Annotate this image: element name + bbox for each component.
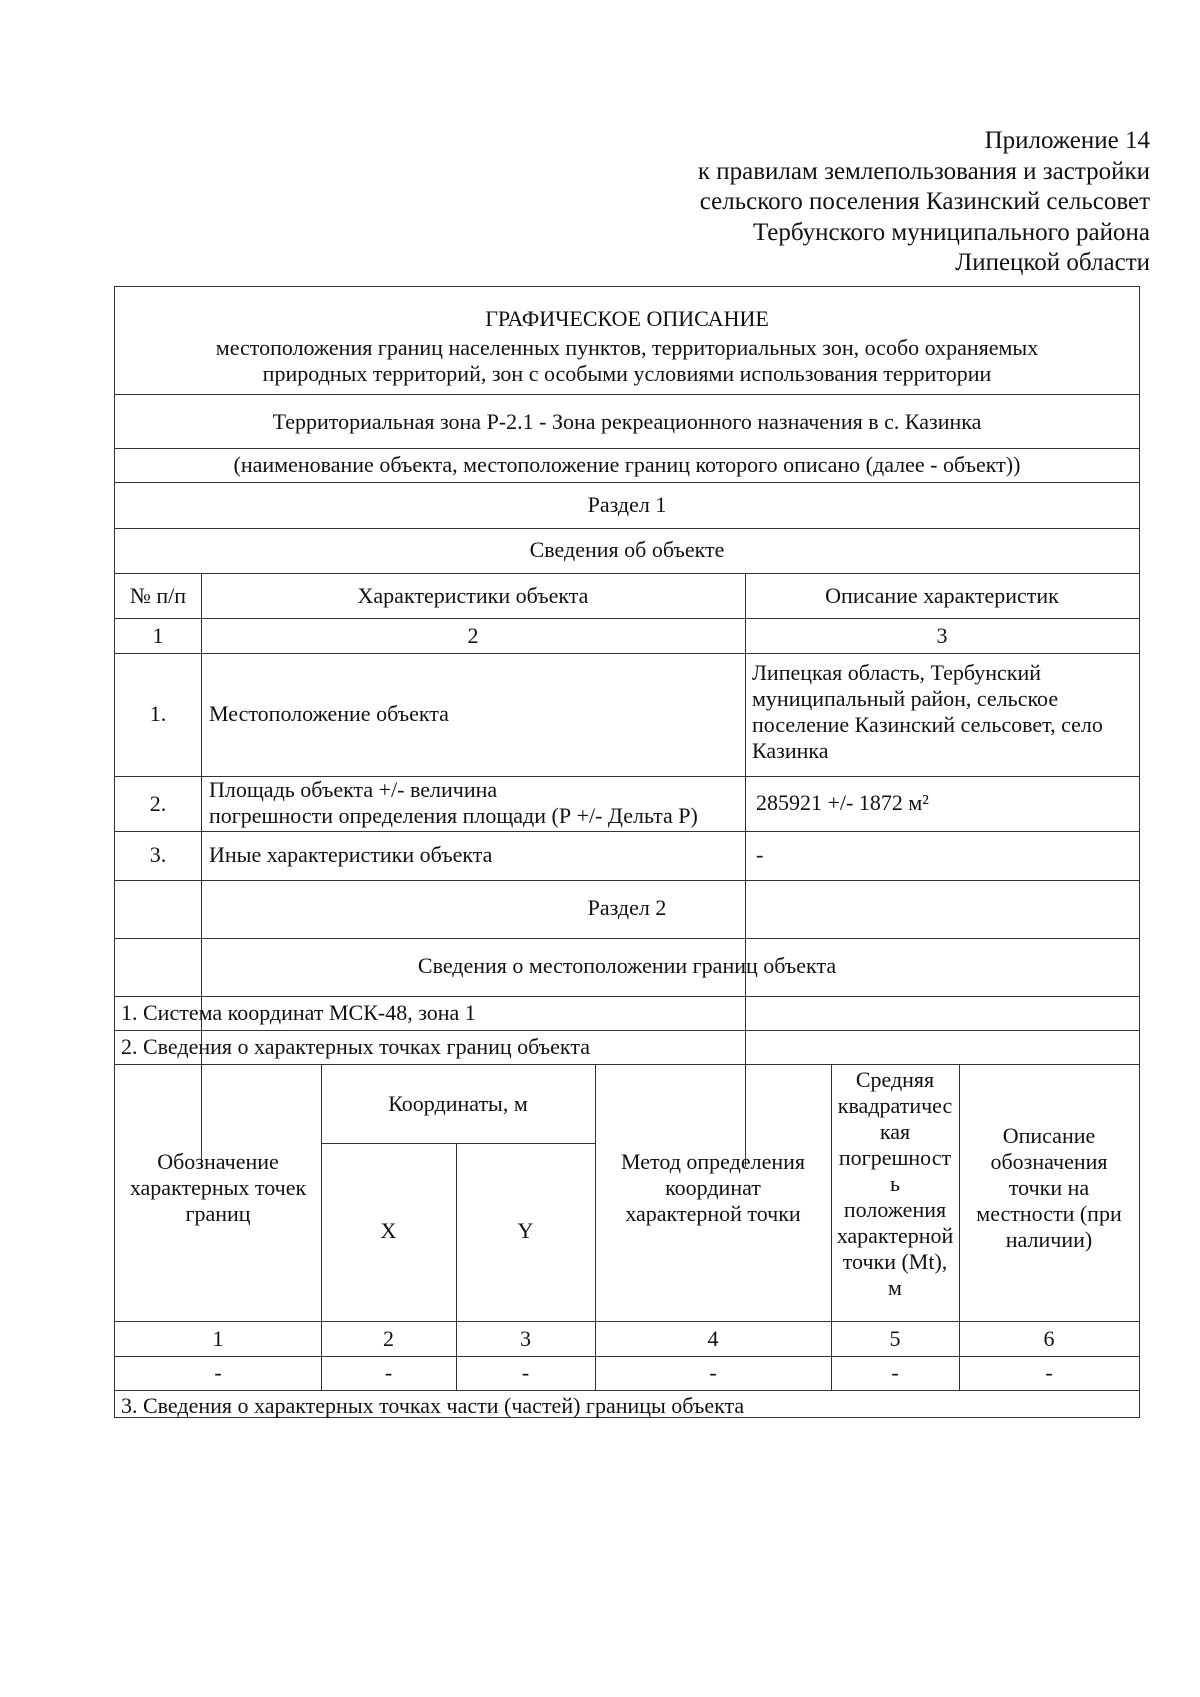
row-num: 1. bbox=[149, 701, 167, 726]
col-divider bbox=[745, 573, 746, 1167]
section1-subtitle: Сведения об объекте bbox=[529, 537, 725, 562]
header-coordinates: Координаты, м bbox=[388, 1091, 528, 1116]
header-error-line: квадратичес bbox=[837, 1093, 953, 1118]
header-line: Липецкой области bbox=[955, 249, 1150, 276]
section2-title: Раздел 2 bbox=[587, 895, 667, 920]
header-line: сельского поселения Казинский сельсовет bbox=[699, 188, 1150, 215]
row-divider bbox=[115, 528, 1139, 529]
row-divider bbox=[115, 938, 1139, 939]
empty-cell: - bbox=[214, 1360, 222, 1385]
object-name-caption: (наименование объекта, местоположение границ которого описано (далее - объект)) bbox=[233, 452, 1021, 477]
header-desc-line: местности (при bbox=[976, 1201, 1122, 1226]
row-description: - bbox=[756, 842, 764, 867]
row-divider bbox=[115, 394, 1139, 395]
row-description-line: Казинка bbox=[752, 738, 829, 763]
row-characteristic-line: Площадь объекта +/- величина bbox=[209, 777, 498, 802]
col-number: 3 bbox=[936, 623, 948, 648]
col-number: 2 bbox=[383, 1326, 394, 1351]
row-divider bbox=[115, 448, 1139, 449]
row-divider bbox=[115, 880, 1139, 881]
header-error-line: погрешност bbox=[838, 1145, 952, 1170]
row-divider bbox=[115, 1321, 1139, 1322]
header-line: к правилам землепользования и застройки bbox=[697, 157, 1150, 185]
row-divider bbox=[115, 1390, 1139, 1391]
parts-title: 3. Сведения о характерных точках части (частей) границы объекта bbox=[121, 1393, 745, 1418]
header-error-line: м bbox=[888, 1275, 902, 1300]
row-divider bbox=[115, 831, 1139, 832]
col-divider bbox=[456, 1143, 457, 1390]
col-header-description: Описание характеристик bbox=[825, 583, 1059, 608]
empty-cell: - bbox=[709, 1360, 717, 1385]
header-error-line: положения bbox=[843, 1197, 947, 1222]
header-desc-line: обозначения bbox=[990, 1149, 1108, 1174]
empty-cell: - bbox=[891, 1360, 899, 1385]
header-point-designation-line: Обозначение bbox=[157, 1149, 279, 1174]
col-number: 1 bbox=[152, 623, 164, 648]
row-description: 285921 +/- 1872 м² bbox=[756, 790, 929, 815]
header-x: X bbox=[380, 1218, 397, 1243]
section2-subtitle: Сведения о местоположении границ объекта bbox=[417, 953, 837, 978]
header-line: Приложение 14 bbox=[984, 127, 1150, 154]
title-sub-line1: местоположения границ населенных пунктов, территориальных зон, особо охраняемых bbox=[215, 335, 1039, 360]
col-number: 3 bbox=[520, 1326, 531, 1351]
row-divider bbox=[115, 1356, 1139, 1357]
row-divider bbox=[115, 996, 1139, 997]
row-divider bbox=[115, 482, 1139, 483]
col-number: 2 bbox=[467, 623, 479, 648]
header-point-designation-line: границ bbox=[185, 1201, 251, 1226]
empty-cell: - bbox=[1045, 1360, 1053, 1385]
row-characteristic-line: погрешности определения площади (Р +/- Дельта Р) bbox=[209, 803, 698, 828]
row-description-line: муниципальный район, сельское bbox=[752, 686, 1059, 711]
header-error-line: характерной bbox=[836, 1223, 954, 1248]
points-title: 2. Сведения о характерных точках границ объекта bbox=[121, 1034, 590, 1059]
header-method-line: координат bbox=[665, 1175, 761, 1200]
row-characteristic: Иные характеристики объекта bbox=[209, 842, 493, 867]
col-number: 1 bbox=[212, 1326, 224, 1351]
header-point-designation-line: характерных точек bbox=[129, 1175, 307, 1200]
row-characteristic: Местоположение объекта bbox=[209, 701, 449, 726]
header-error-line: точки (Mt), bbox=[842, 1249, 948, 1274]
row-divider bbox=[115, 653, 1139, 654]
section1-title: Раздел 1 bbox=[587, 492, 667, 517]
title-main: ГРАФИЧЕСКОЕ ОПИСАНИЕ bbox=[485, 306, 769, 331]
header-y: Y bbox=[517, 1218, 534, 1243]
description-table bbox=[114, 286, 1140, 1418]
header-error-line: кая bbox=[879, 1119, 911, 1144]
col-number: 5 bbox=[889, 1326, 901, 1351]
header-error-line: Средняя bbox=[855, 1067, 935, 1092]
coords-divider bbox=[321, 1143, 595, 1144]
title-sub-line2: природных территорий, зон с особыми условиями использования территории bbox=[262, 361, 992, 386]
header-line: Тербунского муниципального района bbox=[752, 218, 1150, 246]
col-divider bbox=[201, 573, 202, 1167]
document-header bbox=[600, 126, 1150, 279]
header-desc-line: наличии) bbox=[1005, 1227, 1093, 1252]
row-divider bbox=[115, 618, 1139, 619]
object-name: Территориальная зона Р-2.1 - Зона рекреационного назначения в с. Казинка bbox=[272, 409, 982, 434]
empty-cell: - bbox=[384, 1360, 393, 1385]
row-divider bbox=[115, 1030, 1139, 1031]
col-number: 6 bbox=[1043, 1326, 1055, 1351]
row-num: 3. bbox=[149, 842, 167, 867]
header-desc-line: Описание bbox=[1002, 1123, 1096, 1148]
coord-system: 1. Система координат МСК-48, зона 1 bbox=[121, 1000, 476, 1025]
col-header-characteristics: Характеристики объекта bbox=[357, 583, 589, 608]
row-divider bbox=[115, 573, 1139, 574]
header-desc-line: точки на bbox=[1008, 1175, 1090, 1200]
row-description-line: Липецкая область, Тербунский bbox=[752, 660, 1042, 685]
empty-cell: - bbox=[521, 1360, 530, 1385]
header-method-line: Метод определения bbox=[620, 1149, 806, 1174]
header-method-line: характерной точки bbox=[625, 1201, 801, 1226]
col-number: 4 bbox=[707, 1326, 719, 1351]
header-error-line: ь bbox=[889, 1171, 901, 1196]
row-divider bbox=[115, 1064, 1139, 1065]
col-header-num: № п/п bbox=[129, 583, 187, 608]
row-description-line: поселение Казинский сельсовет, село bbox=[752, 712, 1103, 737]
row-num: 2. bbox=[149, 791, 167, 816]
